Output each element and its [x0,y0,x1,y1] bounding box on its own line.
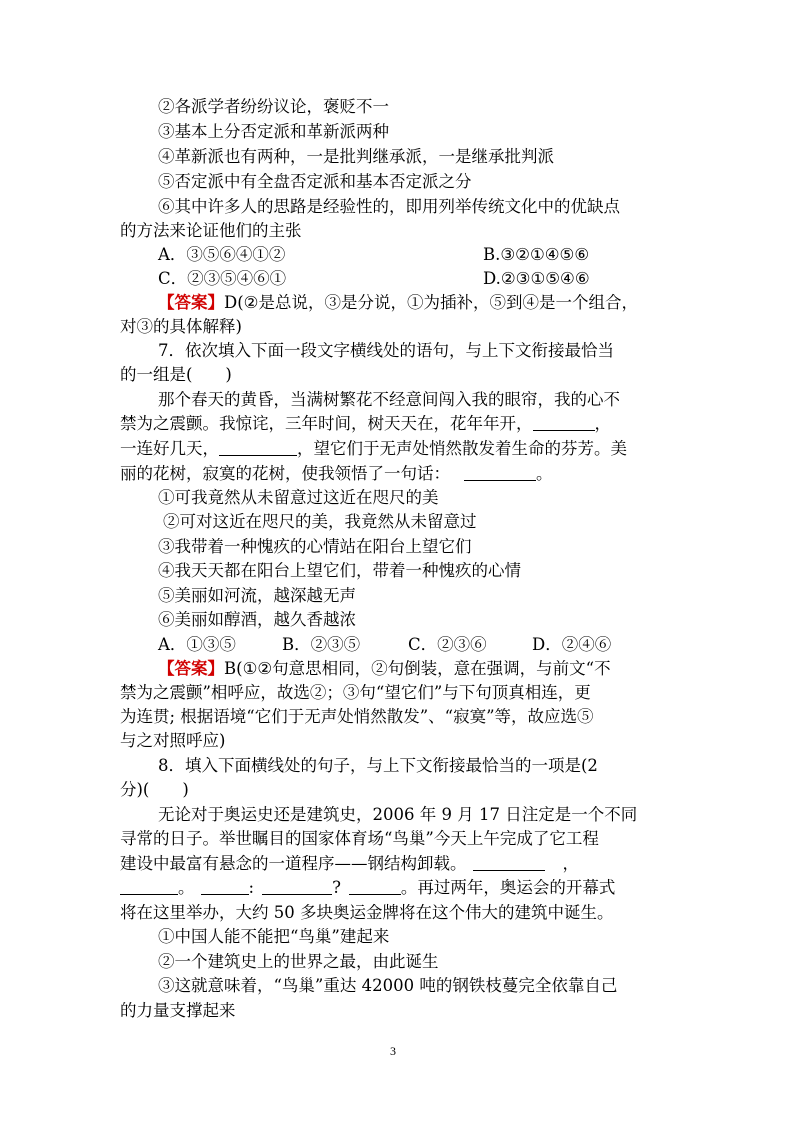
q8-blank-4[interactable] [262,878,332,895]
q7-passage-punct: ， [594,414,611,433]
q7-blank-3[interactable] [464,464,536,481]
q8-passage-line4 [120,876,680,900]
q8-passage-line2: 寻常的日子。举世瞩目的国家体育场“鸟巢”今天上午完成了它工程 [120,829,599,848]
q8-passage-punct: : [248,878,255,897]
q7-passage-punct: 。 [536,464,553,483]
q6-choice-d: D.②③①⑤④⑥ [483,269,590,288]
q8-stem-line2: 分)( ) [120,780,189,799]
q7-passage-line3 [120,437,680,461]
q7-stem-line1: 7．依次填入下面一段文字横线处的语句，与上下文衔接最恰当 [158,341,614,360]
q8-option-3-cont: 的力量支撑起来 [120,1001,236,1020]
q7-option-3: ③我带着一种愧疚的心情站在阳台上望它们 [158,537,472,556]
q8-passage-line5: 将在这里举办，大约 50 多块奥运金牌将在这个伟大的建筑中诞生。 [120,903,614,922]
q8-blank-1[interactable] [473,854,545,871]
q6-answer-line1 [158,291,718,315]
q7-passage-text: ，望它们于无声处悄然散发着生命的芬芳。美 [297,439,627,458]
intro-option-3: ③基本上分否定派和革新派两种 [158,122,389,141]
q7-option-4: ④我天天都在阳台上望它们，带着一种愧疚的心情 [158,561,521,580]
answer-tag: 【答案】 [158,659,224,678]
q7-option-5: ⑤美丽如河流，越深越无声 [158,586,356,605]
q8-passage-text: 建设中最富有悬念的一道程序——钢结构卸载。 [120,854,467,873]
q6-choice-a: A．③⑤⑥④①② [158,245,286,264]
q7-passage-line4 [120,462,680,486]
q8-option-2: ②一个建筑史上的世界之最，由此诞生 [158,952,439,971]
q7-choice-d: D．②④⑥ [532,635,612,654]
q7-choice-b: B．②③⑤ [282,635,361,654]
q7-stem-line2: 的一组是( ) [120,365,232,384]
intro-option-6-cont: 的方法来论证他们的主张 [120,221,302,240]
q7-option-6: ⑥美丽如醇酒，越久香越浓 [158,610,356,629]
q7-option-1: ①可我竟然从未留意过这近在咫尺的美 [158,488,439,507]
q8-passage-text: 。再过两年，奥运会的开幕式 [400,878,616,897]
q7-answer-line1 [158,657,718,681]
q7-blank-2[interactable] [219,439,297,456]
q7-answer-text: B(①②句意思相同，②句倒装，意在强调，与前文“不 [224,659,611,678]
answer-tag: 【答案】 [158,293,224,312]
q7-passage-text: 一连好几天， [120,439,219,458]
q6-answer-text: D(②是总说，③是分说，①为插补，⑤到④是一个组合， [224,293,638,312]
intro-option-6: ⑥其中许多人的思路是经验性的，即用列举传统文化中的优缺点 [158,197,620,216]
q6-choice-b: B.③②①④⑤⑥ [483,245,590,264]
q7-passage-text: 丽的花树，寂寞的花树，使我领悟了一句话： [120,464,450,483]
q8-blank-3[interactable] [201,878,249,895]
q8-passage-line1: 无论对于奥运史还是建筑史，2006 年 9 月 17 日注定是一个不同 [158,805,638,824]
q8-option-1: ①中国人能不能把“鸟巢”建起来 [158,927,390,946]
page-number: 3 [390,1044,396,1058]
q8-passage-punct: ， [562,854,579,873]
q7-passage-text: 禁为之震颤。我惊诧，三年时间，树天天在，花年年开， [120,414,533,433]
q8-blank-2[interactable] [120,878,178,895]
q8-passage-line3 [120,852,680,876]
q6-answer-line2: 对③的具体解释) [120,317,242,336]
q7-passage-line2 [120,412,680,436]
q7-option-2: ②可对这近在咫尺的美，我竟然从未留意过 [163,512,477,531]
q8-passage-punct: ? [332,878,341,897]
q8-blank-5[interactable] [349,878,401,895]
q7-choice-c: C．②③⑥ [408,635,487,654]
q7-passage-line1: 那个春天的黄昏，当满树繁花不经意间闯入我的眼帘，我的心不 [158,390,620,409]
intro-option-2: ②各派学者纷纷议论，褒贬不一 [158,97,389,116]
q8-passage-punct: 。 [178,878,195,897]
q7-blank-1[interactable] [533,414,595,431]
intro-option-4: ④革新派也有两种，一是批判继承派，一是继承批判派 [158,147,554,166]
intro-option-5: ⑤否定派中有全盘否定派和基本否定派之分 [158,172,472,191]
q6-choice-c: C．②③⑤④⑥① [158,269,287,288]
q7-choice-a: A．①③⑤ [158,635,236,654]
q7-answer-line3: 为连贯; 根据语境“它们于无声处悄然散发”、“寂寞”等，故应选⑤ [120,707,594,726]
q7-answer-line4: 与之对照呼应) [120,731,226,750]
q7-answer-line2: 禁为之震颤”相呼应，故选②；③句“望它们”与下句顶真相连，更 [120,683,591,702]
q8-stem-line1: 8．填入下面横线处的句子，与上下文衔接最恰当的一项是(2 [158,756,598,775]
q8-option-3: ③这就意味着，“鸟巢”重达 42000 吨的钢铁枝蔓完全依靠自己 [158,976,618,995]
